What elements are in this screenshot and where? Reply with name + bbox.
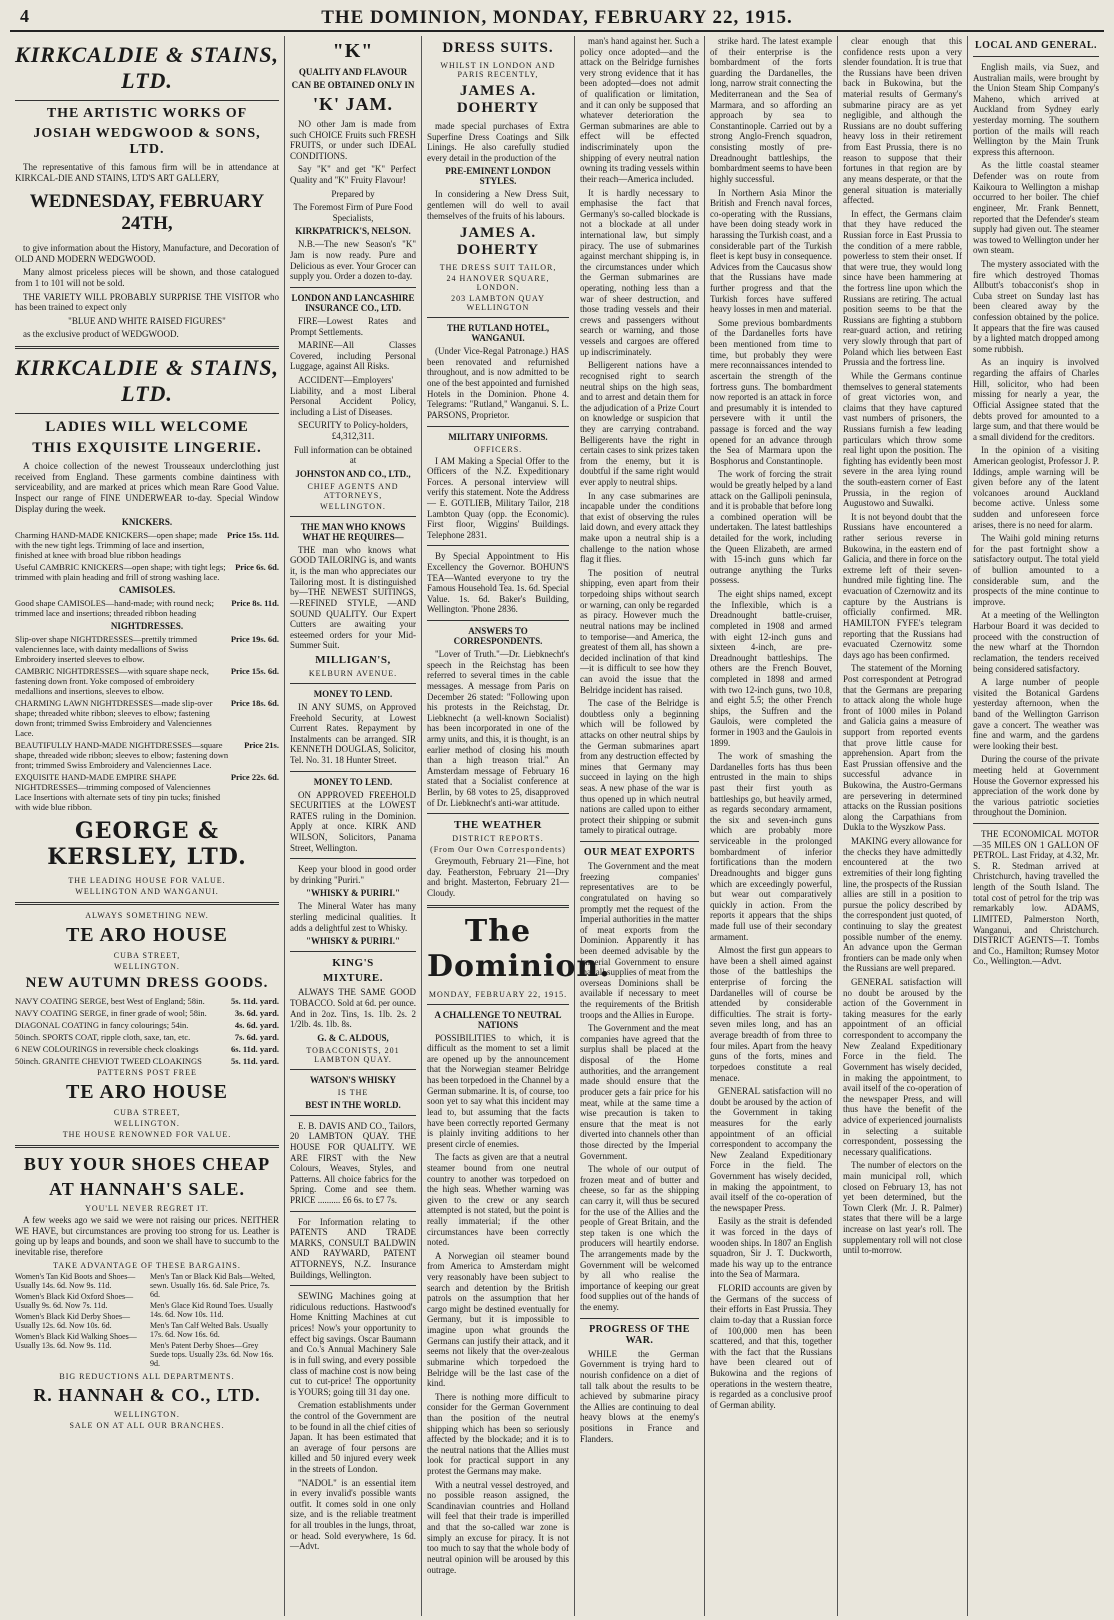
wedgwood-body-4: "BLUE AND WHITE RAISED FIGURES"	[68, 315, 226, 326]
column-7	[968, 36, 1104, 1616]
local-para: As the little coastal steamer Defender was on route from Kaikoura to Wellington a mishap occurred to her boiler. The chief engineer, Mr. Frank Bennett, reported that the Defender's steam supply had given out. The steamer was towed to Wellington under her own steam.	[973, 160, 1099, 256]
goods-price: 7s. 6d. yard.	[234, 1032, 279, 1043]
milligan-sub: KELBURN AVENUE.	[308, 668, 398, 678]
wedgwood-body-1: to give information about the History, Manufacture, and Decoration of OLD AND MODERN WEDGWOOD.	[15, 243, 279, 264]
leader-para: The facts as given are that a neutral steamer bound from one neutral country to another was torpedoed on the high seas. Whether warning was given to the crew or any search attempted is not stated, but the point is really immaterial; if the other circumstances have been correctly noted.	[427, 1152, 569, 1248]
man-body: THE man who knows what GOOD TAILORING is, and wants it, is the man who appreciates our Tailoring most. It is distinguished by—THE NEWEST SUITINGS, —REFINED STYLE, —AND SOUND QUALITY. Our Expert Cutters are awaiting your esteemed orders for your Mid-Summer Suit.	[290, 544, 416, 651]
nightdresses-heading: NIGHTDRESSES.	[110, 621, 184, 632]
local-para: THE ECONOMICAL MOTOR—35 MILES ON 1 GALLON OF PETROL. Last Friday, at 4.32, Mr. S. R. Stedman arrived at Christchurch, having travelled the length of the South Island. The total cost of petrol for the trip was remarkably low. ADAMS, LIMITED, Palmerston North, Wanganui, and Christchurch. DISTRICT AGENTS—T. Tombs and Co., Hamilton; Rumsey Motor Co., Wellington.—Advt.	[973, 829, 1099, 967]
lingerie-item-price: Price 8s. 11d.	[231, 598, 279, 609]
lingerie-item	[15, 634, 279, 664]
shoes-list	[15, 1272, 279, 1370]
wedgwood-body-2: Many almost priceless pieces will be shown, and those catalogued from 1 to 101 will not be sold.	[15, 267, 279, 289]
doherty-address: 24 HANOVER SQUARE, LONDON.	[446, 274, 550, 293]
answers-title: ANSWERS TO CORRESPONDENTS.	[453, 626, 543, 647]
london-info: Full information can be obtained at	[294, 444, 412, 466]
lingerie-item	[15, 530, 279, 560]
goods-price: 3s. 6d. yard.	[234, 1008, 279, 1019]
man-title: THE MAN WHO KNOWS WHAT HE REQUIRES—	[300, 521, 406, 542]
money-title-1: MONEY TO LEND.	[313, 688, 393, 699]
kings-title: KING'S	[332, 957, 374, 970]
article-para: The position of neutral shipping, even apart from their torpedoing ships without search or warning, can only be regarded as piracy. However much the neutral nations may be inclined to temporise—and America, the greatest of them all, has shown a decided inclination of that kind—it is difficult to see how they can avoid the issue that the Belridge incident has raised.	[580, 567, 699, 695]
local-para: The Waihi gold mining returns for the past fortnight show a satisfactory output. The total yield of bullion amounted to a considerable sum, and the prospects of the mine continue to improve.	[973, 533, 1099, 607]
meat-para: The whole of our output of frozen meat and of butter and cheese, so far as the shipping can carry it, will thus be secured for the use of the Allies and the people of Great Britain, and the step taken is one which the producers will heartily endorse. The arrangements made by the Government will be welcomed by all who realise the importance of keeping our great food supplies out of the hands of the enemy.	[580, 1164, 699, 1313]
kirkcaldie-title: KIRKCALDIE & STAINS, LTD.	[15, 42, 279, 93]
military-title: MILITARY UNIFORMS.	[448, 431, 548, 442]
shoe-item: Women's Black Kid Walking Shoes— Usually 13s. 6d. Now 9s. 11d.	[15, 1331, 137, 1350]
kirkcaldie-title-2: KIRKCALDIE & STAINS, LTD.	[15, 355, 279, 407]
dominion-date: MONDAY, FEBRUARY 22, 1915.	[428, 989, 568, 999]
aldous-sub: TOBACCONISTS, 201 LAMBTON QUAY.	[306, 1045, 400, 1064]
lingerie-item-desc: EXQUISITE HAND-MADE EMPIRE SHAPE NIGHTDRESSES—trimming composed of Valenciennes Lace Insertions with alternate sets of tiny pin tucks; finished with wide blue ribbon.	[15, 772, 221, 813]
lingerie-item	[15, 666, 279, 696]
goods-desc: 50inch. GRANITE CHEVIOT TWEED CLOAKINGS	[15, 1056, 202, 1067]
george-kersley-sub-2: WELLINGTON AND WANGANUI.	[75, 887, 219, 897]
military-body: I AM Making a Special Offer to the Officers of the N.Z. Expeditionary Forces. A personal interview will verify this statement. Note the Address— E. GOTLIEB, Military Tailor, 218 Lambton Quay (opp. the Economic). First floor, Wiggins' Buildings. Telephone 2831.	[427, 455, 569, 540]
goods-price: 4s. 6d. yard.	[234, 1020, 279, 1031]
goods-desc: NAVY COATING SERGE, in finer grade of wool; 58in.	[15, 1008, 207, 1019]
shoes-list-women	[15, 1272, 144, 1370]
dress-goods-item	[15, 1008, 279, 1018]
article-para: The work of smashing the Dardanelles forts has thus been entrusted in the main to ships past their first youth as battleships go, but heavily armed, as regards secondary armament, the six and seven-inch guns which are probably more serviceable in the prolonged bombardment of inferior fortifications than the modern Dreadnoughts and bigger guns which are exceedingly powerful, but wear out comparatively quickly in action. From the reports it appears that the ships made full use of their secondary armament.	[710, 751, 832, 942]
article-para: Easily as the strait is defended it was forced in the days of wooden ships. In 1807 an English squadron, Sir J. T. Duckworth, made his way up to the entrance into the Sea of Marmara.	[710, 1216, 832, 1280]
te-aro-title: TE ARO HOUSE	[65, 924, 229, 947]
dress-preeminent: PRE-EMINENT LONDON STYLES.	[445, 166, 551, 187]
george-kersley-title: GEORGE & KERSLEY, LTD.	[47, 818, 247, 871]
dress-goods-item	[15, 1056, 279, 1066]
article-para: clear enough that this confidence rests upon a very slender foundation. It is true that the Russians have been driven back in Bukowina, but the material results of Germany's submarine piracy are as yet negligible, and although the Russians are no doubt suffering heavy loss in their retirement from East Prussia, there is no reason to suppose that their fortunes in that region are by any means desperate, or that the general situation is materially affected.	[843, 36, 962, 206]
military-officers: OFFICERS.	[473, 444, 523, 454]
london-chief: CHIEF AGENTS AND ATTORNEYS,	[307, 481, 399, 500]
meat-exports-title: OUR MEAT EXPORTS	[583, 847, 696, 859]
te-aro-street-2: CUBA STREET,	[113, 1108, 181, 1118]
leader-para: A Norwegian oil steamer bound from America to Amsterdam might very reasonably have been subject to search and detention by the British patrols on the assumption that her cargo might be destined eventually for Germany, but it is impossible to imagine upon what grounds the Germans can justify their attack, and it seems not likely that the over-zealous submarine which torpedoed the Belridge will be the last case of the kind.	[427, 1250, 569, 1389]
k-jam-body-1: NO other Jam is made from such CHOICE Fruits such FRESH FRUITS, or under such IDEAL CONDITIONS.	[290, 119, 416, 161]
leader-para: With a neutral vessel destroyed, and no possible reason assigned, the Scandinavian countries and Holland will feel that their trade is imperilled and that the so-called war zone is simply an excuse for piracy. It is not too much to say that the whole body of neutral opinion will be aroused by this outrage.	[427, 1479, 569, 1575]
doherty-name-1: JAMES A. DOHERTY	[456, 83, 540, 116]
lingerie-item-desc: CAMBRIC NIGHTDRESSES—with square shape neck, fastening down front. Yoke composed of embroidery medallions and insertions, sleeves to elbow.	[15, 666, 209, 697]
london-fire: FIRE—Lowest Rates and Prompt Settlements.	[290, 315, 416, 337]
article-para: It is hardly necessary to emphasise the fact that Germany's so-called blockade is not a blockade at all under international law, but simply piracy. The use of submarines against merchant shipping is, in the circumstances under which the German submarines are operating, nothing less than a war of sheer destruction, and those trading vessels and their crews and passengers without search or warning, and those vessels and cargoes are offered up indiscriminately.	[580, 187, 699, 357]
answers-body: "Lover of Truth."—Dr. Liebknecht's speech in the Reichstag has been referred to several times in the cable messages. A message from Paris on December 26 stated: "Following upon his protests in the Reichstag, Dr. Liebknecht (a well-known Socialist) has been incorporated in one of the army units, and this, it is thought, is an earlier method of closing his mouth than a high treason trial." An Amsterdam message of February 16 stated that a Socialist conference at Berlin, by 68 votes to 25, disapproved of Dr. Liebknecht's anti-war attitude.	[427, 649, 569, 808]
kings-body: ALWAYS THE SAME GOOD TOBACCO. Sold at 6d. per ounce. And in 2oz. Tins, 1s. 1lb. 2s. 2 1/2lb. 4s. 1lb. 8s.	[290, 987, 416, 1030]
nadol-body: "NADOL" is an essential item in every invalid's possible wants outfit. It comes sold in one only size, and is the reliable treatment for all troubles in the lungs, throat, or head. Sold everywhere, 1s 6d.—Advt.	[290, 1477, 416, 1552]
k-jam-nb: N.B.—The new Season's "K" Jam is now ready. Pure and Delicious as ever. Your Grocer can supply you. Order a dozen to-day.	[290, 239, 416, 282]
article-para: Some previous bombardments of the Dardanelles forts have been mentioned from time to time, but probably they were mere reconnaissances intended to ascertain the strength of the fortress guns. The bombardment now reported is an attack in force and presumably it is intended to persevere with it until the passage is forced and the way opened for an advance through the Sea of Marmara upon the Bosphorus and Constantinople.	[710, 317, 832, 466]
columns	[10, 36, 1104, 1616]
patents-body: For Information relating to PATENTS AND TRADE MARKS, CONSULT BALDWIN AND RAYWARD, PATENT ATTORNEYS, N.Z. Insurance Buildings, Wellington.	[290, 1216, 416, 1280]
watson-is: IS THE	[337, 1087, 369, 1097]
wedgwood-intro: The representative of this famous firm will be in attendance at KIRKCAL-DIE AND STAINS, LTD'S ART GALLERY,	[15, 162, 279, 183]
challenge-title: A CHALLENGE TO NEUTRAL NATIONS	[434, 1009, 562, 1030]
lingerie-item-desc: Useful CAMBRIC KNICKERS—open shape; with tight legs; trimmed with plain heading and frill of strong washing lace.	[15, 562, 226, 583]
wedgwood-heading-2: JOSIAH WEDGWOOD & SONS, LTD.	[33, 126, 261, 157]
te-aro-street: CUBA STREET,	[113, 951, 181, 961]
lingerie-item-price: Price 21s.	[244, 740, 279, 751]
goods-desc: 6 NEW COLOURINGS in reversible check cloakings	[15, 1044, 199, 1055]
k-jam-obtained: CAN BE OBTAINED ONLY IN	[291, 80, 415, 90]
dress-body-1: made special purchases of Extra Superfine Dress Coatings and Silk Linings. He also carefully studied every detail in the production of the	[427, 121, 569, 163]
k-jam-prepared: Prepared by	[331, 188, 375, 199]
knickers-heading: KNICKERS.	[121, 517, 173, 528]
london-city: WELLINGTON.	[320, 501, 386, 511]
wedgwood-body-5: as the exclusive product of WEDGWOOD.	[23, 329, 179, 340]
progress-para: WHILE the German Government is trying hard to nourish confidence on a diet of tall talk about the results to be achieved by submarine piracy the Allies are continuing to deal heavy blows at the enemy's positions in France and Flanders.	[580, 1348, 699, 1444]
dress-goods-item	[15, 996, 279, 1006]
lingerie-item	[15, 740, 279, 770]
milligan-title: MILLIGAN'S,	[315, 653, 391, 666]
lingerie-item	[15, 598, 279, 618]
goods-desc: 50inch. SPORTS COAT, ripple cloth, saxe, tan, etc.	[15, 1032, 191, 1043]
goods-desc: DIAGONAL COATING in fancy colourings; 54in.	[15, 1020, 189, 1031]
davis-body: E. B. DAVIS AND CO., Tailors, 20 LAMBTON QUAY. THE HOUSE FOR QUALITY. WE ARE FIRST with the New Colours, Weaves, Styles, and Patterns. All choice fabrics for the Spring. Come and see them. PRICE .......... £6 6s. to £7 7s.	[290, 1120, 416, 1205]
doherty-sub: THE DRESS SUIT TAILOR,	[439, 263, 557, 273]
lingerie-item	[15, 698, 279, 738]
article-para: The statement of the Morning Post correspondent at Petrograd that the Germans are preparing to attack along the whole huge front of 1000 miles in Poland and Galicia gains a measure of support from reported events that prove little cause for apprehension. Apart from the East Prussian offensive and the successful advance in Bukowina, the Austro-Germans are persevering in determined attacks on the Russian positions along the Carpathians from Dukla to the Wyszkow Pass.	[843, 663, 962, 833]
bohun-body: By Special Appointment to His Excellency the Governor. BOHUN'S TEA—Wanted everyone to try the Famous Household Tea. 1s. 6d. Special Value. 1s. 6d. Baker's Building, Wellington. 'Phone 2836.	[427, 551, 569, 615]
article-para: While the Germans continue themselves to general statements of great victories won, and claims that they have captured vast numbers of prisoners, the Russians furnish a few leading particulars which throw some real light upon the position. The fighting has evidently been most severe in the area lying round the south-eastern corner of East Prussia, in the region of Augustowo and Suwalki.	[843, 370, 962, 509]
column-2	[285, 36, 422, 1616]
local-para: The mystery associated with the fire which destroyed Thomas Allbutt's tobacconist's shop in Cuba street on Sunday last has been cleared away by the confession obtained by the police. It appears that the fire was caused by a lighted match dropped among some rubbish.	[973, 258, 1099, 354]
whisky-puriri: "WHISKY & PURIRI."	[306, 888, 400, 899]
column-1	[10, 36, 285, 1616]
te-aro-city-2: WELLINGTON.	[114, 1119, 180, 1129]
london-title: LONDON AND LANCASHIRE INSURANCE CO., LTD.	[291, 292, 415, 313]
shoes-heading: BUY YOUR SHOES CHEAP	[23, 1154, 271, 1175]
k-jam-kirkpatrick: KIRKPATRICK'S, NELSON.	[295, 226, 411, 237]
goods-price: 5s. 11d. yard.	[231, 1056, 279, 1067]
london-accident: ACCIDENT—Employers' Liability, and a most Liberal Personal Accident Policy, including a List of Diseases.	[290, 374, 416, 417]
shoes-take: TAKE ADVANTAGE OF THESE BARGAINS.	[53, 1260, 241, 1270]
local-general-title: LOCAL AND GENERAL.	[974, 40, 1098, 51]
lingerie-item-desc: BEAUTIFULLY HAND-MADE NIGHTDRESSES—square shape, threaded wide ribbon; sleeves to elbow; fastening down front; trimmed Swiss Embroidery and Valenciennes Lace.	[15, 740, 229, 771]
dominion-title: The Dominion.	[427, 913, 611, 984]
camisoles-heading: CAMISOLES.	[118, 585, 176, 596]
whisky-puriri-2: "WHISKY & PURIRI."	[306, 936, 400, 947]
local-para: English mails, via Suez, and Australian mails, were brought by the Union Steam Ship Company's Maheno, which arrived at Auckland from Sydney early yesterday morning. The southern portion of the mails will reach Wellington by the Main Trunk express this afternoon.	[973, 62, 1099, 157]
shoe-item: Women's Black Kid Derby Shoes— Usually 12s. 6d. Now 10s. 6d.	[15, 1311, 131, 1330]
shoes-sub: AT HANNAH'S SALE.	[49, 1179, 245, 1200]
kings-mixture: MIXTURE.	[323, 972, 383, 985]
shoe-item: Men's Tan or Black Kid Bals—Welted, sewn. Usually 16s. 6d. Sale Price, 7s. 6d.	[150, 1271, 275, 1299]
lingerie-item-price: Price 22s. 6d.	[230, 772, 279, 783]
leader-para: There is nothing more difficult to consider for the German Government than the position of the neutral shipping which has been so seriously affected by the blockade; and it is to the neutral nations that the Allies must look for practical support in any protest the Germans may make.	[427, 1391, 569, 1477]
dress-suits-title: DRESS SUITS.	[442, 40, 554, 56]
article-para: MAKING every allowance for the checks they have admittedly encountered at the two extremities of their long fighting line, the prospects of the Russian allies are still in a position to pursue the policy described by the correspondent just quoted, of continuing to slay the greatest possible number of the enemy. An advance upon the German frontiers can be made only when the Russians are well prepared.	[843, 836, 962, 974]
shoe-item: Women's Black Kid Oxford Shoes— Usually 9s. 6d. Now 7s. 11d.	[15, 1291, 134, 1310]
article-para: In effect, the Germans claim that they have reduced the Russian force in East Prussia to the condition of a mere rabble, powerless to stem their onset. If that were true, they would long since have been hammering at the fortress line upon which the Russians are retiring. The actual position seems to be that the Russians are fighting a stubborn rear-guard action, and retiring very slowly through that part of Poland which lies between East Prussia and the fortress line.	[843, 208, 962, 368]
watson-title: WATSON'S WHISKY	[310, 1074, 396, 1085]
lingerie-item-price: Price 18s. 6d.	[230, 698, 279, 709]
hannah-branches: SALE ON AT ALL OUR BRANCHES.	[69, 1420, 225, 1430]
money-body-2: ON APPROVED FREEHOLD SECURITIES at the LOWEST RATES ruling in the Dominion. Apply at once. KIRK AND WILSON, Solicitors, Panama Street, Wellington.	[290, 789, 416, 853]
local-para: During the course of the private meeting held at Government House the Governor expressed his appreciation of the work done by the various patriotic societies throughout the Dominion.	[973, 754, 1099, 818]
leader-para: POSSIBILITIES to which, it is difficult as the moment to set a limit are opened up by the announcement that the Norwegian steamer Belridge has been torpedoed in the Channel by a German submarine. It is, of course, too soon yet to say what this incident may lead to, but assuming that the facts have been correctly reported Germany is plainly inviting additions to her present circle of enemies.	[427, 1032, 569, 1149]
autumn-heading: NEW AUTUMN DRESS GOODS.	[25, 975, 269, 992]
mineral-body: The Mineral Water has many sterling medicinal qualities. It adds a delightful zest to Whisky.	[290, 901, 416, 933]
cremation-body: Cremation establishments under the control of the Government are to be found in all the chief cities of Japan. It has been estimated that an average of four persons are killed and 50 injured every week in the streets of London.	[290, 1400, 416, 1475]
lingerie-heading-1: LADIES WILL WELCOME	[45, 419, 249, 436]
weather-body: Greymouth, February 21—Fine, hot day. Featherston, February 21—Dry and bright. Masterton, February 21—Cloudy.	[427, 856, 569, 899]
masthead	[10, 6, 1104, 32]
k-jam-body-2: Say "K" and get "K" Perfect Quality and "K" Fruity Flavour!	[290, 164, 416, 186]
dress-goods-item	[15, 1032, 279, 1042]
lingerie-item-desc: Slip-over shape NIGHTDRESSES—prettily trimmed valenciennes lace, with dainty medallions of Swiss Embroidery inserted sleeves to elbow.	[15, 634, 198, 665]
london-marine: MARINE—All Classes Covered, including Personal Luggage, against All Risks.	[290, 340, 416, 372]
lingerie-item	[15, 772, 279, 812]
goods-price: 5s. 11d. yard.	[231, 996, 279, 1007]
lingerie-item-price: Price 19s. 6d.	[230, 634, 279, 645]
newspaper-title: THE DOMINION, MONDAY, FEBRUARY 22, 1915.	[321, 7, 793, 28]
meat-para: The Government and the meat freezing companies' representatives are to be congratulated on having so promptly met the request of the Imperial authorities in the matter of meat exports from the Dominion. Apparently it has been deemed advisable by the Imperial Government to ensure that all supplies of meat from the overseas Dominions shall be available if necessary to meet the requirements of the British troops and the Allies in Europe.	[580, 861, 699, 1020]
weather-title: THE WEATHER	[454, 819, 542, 832]
column-6	[838, 36, 968, 1616]
dress-suits-sub: WHILST IN LONDON AND PARIS RECENTLY,	[440, 61, 556, 79]
weather-reports: DISTRICT REPORTS.	[452, 834, 544, 844]
k-jam-foremost: The Foremost Firm of Pure Food Specialists,	[293, 202, 413, 223]
article-para: man's hand against her. Such a policy once adopted—and the attack on the Belridge furnishes very strong evidence that it has been adopted—does not admit of qualification or limitation, and it can only be supposed that whatever deterioration the German submarines are able to effect will be effected indiscriminately upon the shipping of every neutral nation owning its trading vessels within their reach—America included.	[580, 36, 699, 184]
local-para: A large number of people visited the Botanical Gardens yesterday afternoon, when the band of the Wellington Garrison gave a concert. The weather was fine and warm, and the gardens were looking their best.	[973, 677, 1099, 751]
weather-from: (From Our Own Correspondents)	[430, 845, 566, 855]
local-para: In the opinion of a visiting American geologist, Professor J. P. Iddings, ample warning will be given before any of the latent volcanoes around Auckland become active. Unless some sudden and unforeseen force arises, there is no need for alarm.	[973, 445, 1099, 530]
aldous-title: G. & C. ALDOUS,	[317, 1032, 389, 1043]
london-security: SECURITY to Policy-holders, £4,312,311.	[298, 420, 408, 442]
meat-para: The Government and the meat companies have agreed that the surplus shall be placed at the disposal of the Home authorities, and the arrangement made should ensure that the producer gets a fair price for his meat, while at the same time a wise precaution is taken to ensure that the meat is not diverted into channels other than those directed by the Imperial Government.	[580, 1023, 699, 1161]
shoe-item: Women's Tan Kid Boots and Shoes— Usually 14s. 6d. Now 9s. 11d.	[15, 1271, 136, 1290]
lingerie-item-price: Price 15s. 11d.	[227, 530, 279, 541]
lingerie-intro: A choice collection of the newest Trousseaux underclothing just received from England. These garments combine daintiness with serviceability, and are marked at prices which mean Rare Good Value. Inspect our range of FINE UNDERWEAR to-day. Special Window Display during the week.	[15, 461, 279, 514]
goods-desc: NAVY COATING SERGE, best West of England; 58in.	[15, 996, 205, 1007]
progress-title: PROGRESS OF THE WAR.	[589, 1323, 690, 1346]
wedgwood-heading-1: THE ARTISTIC WORKS OF	[46, 106, 248, 121]
k-jam-quality: QUALITY AND FLAVOUR	[298, 67, 408, 77]
watson-best: BEST IN THE WORLD.	[305, 1099, 401, 1110]
te-aro-title-2: TE ARO HOUSE	[65, 1081, 229, 1104]
article-para: The work of forcing the strait would be greatly helped by a land attack on the Gallipoli peninsula, and it is probable that before long a combined operation will be undertaken. The latest battleships detailed for the work, including the Queen Elizabeth, are armed with 15-inch guns which far outrange anything the Turks possess.	[710, 469, 832, 586]
te-aro-city: WELLINGTON.	[114, 962, 180, 972]
puriri-body: Keep your blood in good order by drinking "Puriri."	[290, 864, 416, 885]
lingerie-item-desc: CHARMING LAWN NIGHTDRESSES—made slip-over shape; threaded white ribbon; sleeves to elbow; fastening down front; trimmed Swiss Embroidery and Valenciennes Lace.	[15, 698, 213, 739]
wedgwood-date: WEDNESDAY, FEBRUARY 24TH,	[29, 191, 265, 235]
dress-goods-item	[15, 1020, 279, 1030]
article-para: In any case submarines are incapable under the conditions that exist of observing the rules laid down, and every attack they make upon a neutral ship is a challenge to the nation whose flag it flies.	[580, 490, 699, 565]
shoe-item: Men's Glace Kid Round Toes. Usually 14s. 6d. Now 10s. 11d.	[150, 1300, 273, 1319]
wedgwood-body-3: THE VARIETY WILL PROBABLY SURPRISE THE VISITOR who has been trained to expect only	[15, 291, 279, 313]
london-agents: JOHNSTON AND CO., LTD.,	[295, 468, 411, 479]
always-new: ALWAYS SOMETHING NEW.	[85, 911, 209, 921]
page-number: 4	[20, 6, 29, 26]
lingerie-heading-2: THIS EXQUISITE LINGERIE.	[32, 440, 262, 457]
column-5	[705, 36, 838, 1616]
article-para: Almost the first gun appears to have been a shell aimed against those of the battleships the enterprise of forcing the Dardanelles will of course be attended by considerable difficulties. The strait is forty-seven miles long, and has an average breadth of from three to four miles. Apart from the heavy guns of the forts, mines and torpedoes constitute a real menace.	[710, 945, 832, 1083]
lingerie-item-price: Price 6s. 6d.	[235, 562, 279, 573]
article-para: It is not beyond doubt that the Russians have encountered a rather serious reverse in Bukowina, in the eastern end of Galicia, and there in force on the extreme left of their seven-hundred mile fighting line. The evacuation of Czernowitz and its capture by the Austrians is officially confirmed. MR. HAMILTON FYFE's telegram reporting that the Russians had evacuated Czernowitz some days ago has been confirmed.	[843, 511, 962, 660]
article-para: strike hard. The latest example of their enterprise is the bombardment of the forts guarding the Dardanelles, the long, narrow strait connecting the Mediterranean and the Sea of Marmara, and so affording an approach by sea to Constantinople. Carried out by a strong Anglo-French squadron, consisting mostly of pre-Dreadnought battleships, the bombardment seems to have been highly successful.	[710, 36, 832, 184]
shoe-item: Men's Patent Derby Shoes—Grey Suede tops. Usually 23s. 6d. Now 16s. 9d.	[150, 1340, 274, 1368]
article-para: GENERAL satisfaction will no doubt be aroused by the action of the Government in taking measures for the early appointment of an official correspondent to accompany the New Zealand Expeditionary Force in the field. The Government has wisely decided, in making the appointment, to avail itself of the co-operation of the newspaper Press.	[710, 1086, 832, 1213]
article-para: The number of electors on the main municipal roll, which closed on February 13, has not yet been determined, but the Town Clerk (Mr. J. R. Palmer) states that there will be a large increase on last year's roll. The supplementary roll will not close until to-morrow.	[843, 1160, 962, 1256]
column-4	[575, 36, 705, 1616]
hannah-title: R. HANNAH & CO., LTD.	[33, 1384, 261, 1405]
shoes-regret: YOU'LL NEVER REGRET IT.	[85, 1204, 209, 1214]
shoes-reductions: BIG REDUCTIONS ALL DEPARTMENTS.	[59, 1371, 235, 1381]
money-body-1: IN ANY SUMS, on Approved Freehold Security, at Lowest Current Rates. Repayment by Instalments can be arranged. SIR KENNETH DOUGLAS, Solicitor, Tel. No. 31. 18 Hunter Street.	[290, 701, 416, 765]
shoe-item: Men's Tan Calf Welted Bals. Usually 17s. 6d. Now 16s. 6d.	[150, 1320, 269, 1339]
article-para: The case of the Belridge is doubtless only a beginning which will be followed by attacks on other neutral ships by the German submarines apart from any destruction effected by mines that Germany may succeed in laying on the high seas. A new phase of the war is thus opened up in which neutral nations are called upon to either protect their shipping or submit tamely to piratical outrage.	[580, 698, 699, 836]
dress-body-2: In considering a New Dress Suit, gentlemen will do well to avail themselves of the fruits of his labours.	[427, 189, 569, 221]
shoes-list-men	[150, 1272, 279, 1370]
doherty-wellington: 203 LAMBTON QUAY WELLINGTON	[451, 294, 545, 313]
sewing-body: SEWING Machines going at ridiculous reductions. Hastwood's Home Knitting Machines at cut prices! Now's your opportunity to effect big savings. Oscar Baumann and Co.'s Annual Machinery Sale is in full swing, and every possible class of machine cost is now being cut to cut-price! The opportunity is YOURS; going till 31 day one.	[290, 1291, 416, 1397]
george-kersley-sub-1: THE LEADING HOUSE FOR VALUE.	[68, 876, 226, 886]
lingerie-item-desc: Charming HAND-MADE KNICKERS—open shape; made with the new tight legs. Trimming of lace and insertion, finished at knee with broad blue ribbon headings	[15, 530, 218, 561]
article-para: GENERAL satisfaction will no doubt be aroused by the action of the Government in taking measures for the early appointment of an official correspondent to accompany the New Zealand Expeditionary Force in the field. The Government has wisely decided, in making the appointment, to avail itself of the co-operation of the newspaper Press, and will thus have the benefit of the advice of experienced journalists in selecting a suitable correspondent, possessing the necessary qualifications.	[843, 977, 962, 1157]
local-para: At a meeting of the Wellington Harbour Board it was decided to proceed with the construction of the new wharf at the Thorndon reclamation, the tenders received being considered satisfactory.	[973, 610, 1099, 674]
dress-goods-item	[15, 1044, 279, 1054]
hannah-city: WELLINGTON.	[114, 1409, 180, 1419]
article-para: FLORID accounts are given by the Germans of the success of their efforts in East Prussia. They claim to-day that a Russian force of 100,000 men has been scattered, and that this, together with the fact that the Russians have been cleared out of Bukowina and the regions of operations in the western theatre, is regarded as a conclusive proof of German ability.	[710, 1283, 832, 1410]
lingerie-item-desc: Good shape CAMISOLES—hand-made; with round neck; trimmed lace and insertions; threaded ribbon heading	[15, 598, 215, 619]
k-jam-name: 'K' JAM.	[313, 94, 393, 114]
rutland-body: (Under Vice-Regal Patronage.) HAS been renovated and refurnished throughout, and is now admitted to be one of the best appointed and furnished Hotels in the Dominion. Phone 4. Telegrams: "Rutland," Wanganui. S. L. PARSONS, Proprietor.	[427, 346, 569, 420]
article-para: Belligerent nations have a recognised right to search neutral ships on the high seas, and to arrest and detain them for the adjudication of a Prize Court on knowledge or suspicion that they are carrying contraband. Belligerents have the right in certain cases to sink prizes taken from the enemy, but it is doubtful if the same right would ever apply to neutral ships.	[580, 360, 699, 487]
article-para: The eight ships named, except the Inflexible, which is a Dreadnought battle-cruiser, completed in 1908 and armed with eight 12-inch guns and sixteen 4-inch, are pre-Dreadnought battleships. The others are the French Bouvet, completed in 1898 and armed with two 12-inch guns, two 10.8, and eight 5.5; the other French ships, the Suffren and the Gaulois, were completed the former in 1903 and the Gaulois in 1899.	[710, 589, 832, 748]
doherty-name-2: JAMES A. DOHERTY	[456, 225, 540, 259]
shoes-body: A few weeks ago we said we were not raising our prices. NEITHER WE HAVE, but circumstances are proving too strong for us. Leather is going up by leaps and bounds, and soon we shall have to succumb to the inevitable rise, therefore	[15, 1215, 279, 1257]
patterns-post-free: PATTERNS POST FREE	[97, 1068, 197, 1078]
k-jam-title: "K"	[332, 40, 374, 62]
lingerie-item-price: Price 15s. 6d.	[230, 666, 279, 677]
lingerie-item	[15, 562, 279, 582]
te-aro-renowned: THE HOUSE RENOWNED FOR VALUE.	[62, 1130, 232, 1140]
rutland-title: THE RUTLAND HOTEL, WANGANUI.	[446, 323, 550, 344]
local-para: As an inquiry is involved regarding the affairs of Charles Hill, solicitor, who had been missing for nearly a year, the Official Assignee stated that the debts proved for amounted to a large sum, and that there would be a small dividend for the creditors.	[973, 357, 1099, 442]
money-title-2: MONEY TO LEND.	[313, 776, 393, 787]
article-para: In Northern Asia Minor the British and French naval forces, co-operating with the Russians, have been doing steady work in harassing the Turkish coast, and a considerable part of the Turkish fleet is kept busy in consequence. Advices from the Caucasus show that the Russians have made further progress and that the Turkish forces have suffered heavy losses in men and material.	[710, 187, 832, 315]
column-3	[422, 36, 611, 1616]
goods-price: 6s. 11d. yard.	[231, 1044, 279, 1055]
